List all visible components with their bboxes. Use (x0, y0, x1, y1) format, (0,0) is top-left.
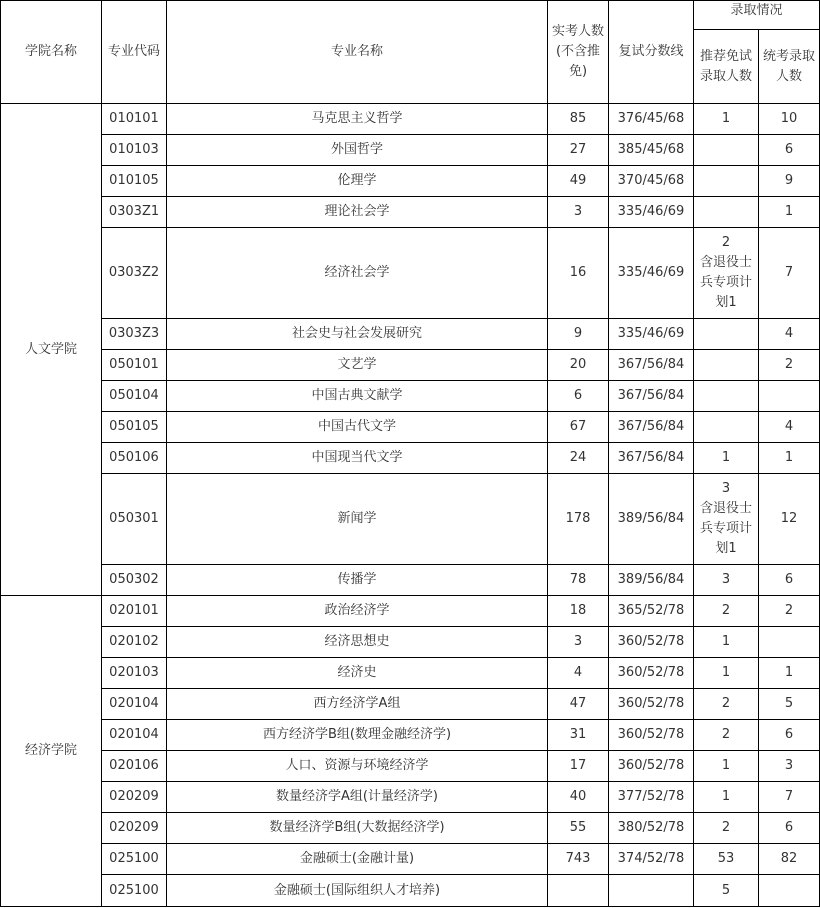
code-cell: 020106 (102, 751, 167, 782)
recommended-cell (694, 412, 759, 443)
unified-cell: 82 (759, 844, 820, 875)
header-college: 学院名称 (1, 1, 102, 104)
table-row (1, 381, 820, 412)
table-row (1, 720, 820, 751)
recommended-cell: 2 (694, 720, 759, 751)
score-line-cell: 335/46/69 (609, 197, 694, 228)
major-cell: 文艺学 (167, 350, 548, 381)
code-cell: 025100 (102, 875, 167, 907)
code-cell: 020102 (102, 627, 167, 658)
code-cell: 010101 (102, 104, 167, 135)
recommended-cell: 2 含退役士兵专项计划1 (694, 228, 759, 319)
score-line-cell: 376/45/68 (609, 104, 694, 135)
code-cell: 050101 (102, 350, 167, 381)
unified-cell: 4 (759, 319, 820, 350)
examinees-cell: 67 (548, 412, 609, 443)
code-cell: 0303Z1 (102, 197, 167, 228)
examinees-cell: 4 (548, 658, 609, 689)
unified-cell: 1 (759, 658, 820, 689)
major-cell: 西方经济学B组(数理金融经济学) (167, 720, 548, 751)
score-line-cell: 389/56/84 (609, 474, 694, 565)
examinees-cell: 6 (548, 381, 609, 412)
major-cell: 伦理学 (167, 166, 548, 197)
examinees-cell: 27 (548, 135, 609, 166)
score-line-cell: 370/45/68 (609, 166, 694, 197)
table-row (1, 350, 820, 381)
score-line-cell: 389/56/84 (609, 565, 694, 596)
examinees-cell: 743 (548, 844, 609, 875)
code-cell: 020103 (102, 658, 167, 689)
examinees-cell: 24 (548, 443, 609, 474)
header-admission: 录取情况 (694, 1, 820, 30)
table-row (1, 197, 820, 228)
major-cell: 中国现当代文学 (167, 443, 548, 474)
recommended-cell (694, 350, 759, 381)
score-line-cell: 360/52/78 (609, 689, 694, 720)
header-examinees: 实考人数(不含推免) (548, 1, 609, 104)
score-line-cell: 367/56/84 (609, 412, 694, 443)
code-cell: 020209 (102, 782, 167, 813)
major-cell: 社会史与社会发展研究 (167, 319, 548, 350)
examinees-cell: 78 (548, 565, 609, 596)
major-cell: 经济社会学 (167, 228, 548, 319)
header-score-line: 复试分数线 (609, 1, 694, 104)
table-row (1, 751, 820, 782)
major-cell: 中国古典文献学 (167, 381, 548, 412)
recommended-cell: 5 (694, 875, 759, 907)
major-cell: 数量经济学B组(大数据经济学) (167, 813, 548, 844)
table-row (1, 443, 820, 474)
code-cell: 0303Z3 (102, 319, 167, 350)
unified-cell: 5 (759, 689, 820, 720)
recommended-cell (694, 319, 759, 350)
examinees-cell: 31 (548, 720, 609, 751)
major-cell: 金融硕士(金融计量) (167, 844, 548, 875)
recommended-cell: 1 (694, 627, 759, 658)
table-row (1, 689, 820, 720)
unified-cell: 1 (759, 197, 820, 228)
college-cell: 经济学院 (1, 596, 102, 907)
examinees-cell: 18 (548, 596, 609, 627)
examinees-cell: 16 (548, 228, 609, 319)
code-cell: 020101 (102, 596, 167, 627)
examinees-cell: 9 (548, 319, 609, 350)
score-line-cell: 360/52/78 (609, 751, 694, 782)
table-row (1, 813, 820, 844)
code-cell: 050104 (102, 381, 167, 412)
table-row (1, 135, 820, 166)
code-cell: 010105 (102, 166, 167, 197)
score-line-cell: 380/52/78 (609, 813, 694, 844)
examinees-cell: 178 (548, 474, 609, 565)
table-row (1, 319, 820, 350)
recommended-cell (694, 166, 759, 197)
code-cell: 025100 (102, 844, 167, 875)
table-row (1, 596, 820, 627)
major-cell: 理论社会学 (167, 197, 548, 228)
major-cell: 传播学 (167, 565, 548, 596)
header-recommended: 推荐免试录取人数 (694, 30, 759, 104)
table-row (1, 658, 820, 689)
major-cell: 金融硕士(国际组织人才培养) (167, 875, 548, 907)
unified-cell: 6 (759, 565, 820, 596)
table-row (1, 782, 820, 813)
major-cell: 中国古代文学 (167, 412, 548, 443)
recommended-cell: 1 (694, 751, 759, 782)
unified-cell: 4 (759, 412, 820, 443)
examinees-cell: 47 (548, 689, 609, 720)
major-cell: 数量经济学A组(计量经济学) (167, 782, 548, 813)
table-row (1, 844, 820, 875)
table-row (1, 875, 820, 907)
unified-cell: 7 (759, 228, 820, 319)
examinees-cell: 20 (548, 350, 609, 381)
table-row (1, 474, 820, 565)
score-line-cell: 367/56/84 (609, 350, 694, 381)
unified-cell (759, 627, 820, 658)
code-cell: 050106 (102, 443, 167, 474)
code-cell: 050105 (102, 412, 167, 443)
major-cell: 经济史 (167, 658, 548, 689)
recommended-cell: 1 (694, 658, 759, 689)
recommended-cell (694, 381, 759, 412)
major-cell: 外国哲学 (167, 135, 548, 166)
unified-cell: 1 (759, 443, 820, 474)
recommended-cell (694, 135, 759, 166)
recommended-cell: 53 (694, 844, 759, 875)
recommended-cell (694, 197, 759, 228)
score-line-cell: 377/52/78 (609, 782, 694, 813)
recommended-cell: 2 (694, 813, 759, 844)
code-cell: 020104 (102, 720, 167, 751)
unified-cell (759, 875, 820, 907)
major-cell: 政治经济学 (167, 596, 548, 627)
table-row (1, 104, 820, 135)
unified-cell: 10 (759, 104, 820, 135)
table-body (1, 1, 820, 907)
examinees-cell: 55 (548, 813, 609, 844)
examinees-cell: 85 (548, 104, 609, 135)
recommended-cell: 1 (694, 782, 759, 813)
major-cell: 经济思想史 (167, 627, 548, 658)
major-cell: 新闻学 (167, 474, 548, 565)
examinees-cell: 3 (548, 627, 609, 658)
score-line-cell (609, 875, 694, 907)
score-line-cell: 374/52/78 (609, 844, 694, 875)
header-major: 专业名称 (167, 1, 548, 104)
unified-cell: 6 (759, 135, 820, 166)
score-line-cell: 335/46/69 (609, 228, 694, 319)
unified-cell: 3 (759, 751, 820, 782)
table-row (1, 166, 820, 197)
score-line-cell: 335/46/69 (609, 319, 694, 350)
unified-cell: 12 (759, 474, 820, 565)
code-cell: 020209 (102, 813, 167, 844)
examinees-cell: 40 (548, 782, 609, 813)
recommended-cell: 2 (694, 689, 759, 720)
examinees-cell: 3 (548, 197, 609, 228)
major-cell: 人口、资源与环境经济学 (167, 751, 548, 782)
unified-cell: 6 (759, 813, 820, 844)
code-cell: 010103 (102, 135, 167, 166)
recommended-cell: 3 (694, 565, 759, 596)
recommended-cell: 2 (694, 596, 759, 627)
unified-cell: 2 (759, 596, 820, 627)
score-line-cell: 360/52/78 (609, 627, 694, 658)
unified-cell (759, 381, 820, 412)
table-row (1, 627, 820, 658)
unified-cell: 6 (759, 720, 820, 751)
score-line-cell: 385/45/68 (609, 135, 694, 166)
examinees-cell (548, 875, 609, 907)
table-row (1, 565, 820, 596)
unified-cell: 2 (759, 350, 820, 381)
unified-cell: 7 (759, 782, 820, 813)
code-cell: 050301 (102, 474, 167, 565)
score-line-cell: 365/52/78 (609, 596, 694, 627)
college-cell: 人文学院 (1, 104, 102, 596)
major-cell: 马克思主义哲学 (167, 104, 548, 135)
score-line-cell: 367/56/84 (609, 381, 694, 412)
recommended-cell: 3 含退役士兵专项计划1 (694, 474, 759, 565)
score-line-cell: 360/52/78 (609, 720, 694, 751)
header-row-1 (1, 1, 820, 30)
score-line-cell: 367/56/84 (609, 443, 694, 474)
unified-cell: 9 (759, 166, 820, 197)
code-cell: 050302 (102, 565, 167, 596)
examinees-cell: 49 (548, 166, 609, 197)
code-cell: 0303Z2 (102, 228, 167, 319)
recommended-cell: 1 (694, 104, 759, 135)
recommended-cell: 1 (694, 443, 759, 474)
examinees-cell: 17 (548, 751, 609, 782)
table-row (1, 412, 820, 443)
header-code: 专业代码 (102, 1, 167, 104)
header-unified: 统考录取人数 (759, 30, 820, 104)
major-cell: 西方经济学A组 (167, 689, 548, 720)
score-line-cell: 360/52/78 (609, 658, 694, 689)
code-cell: 020104 (102, 689, 167, 720)
table-row (1, 228, 820, 319)
